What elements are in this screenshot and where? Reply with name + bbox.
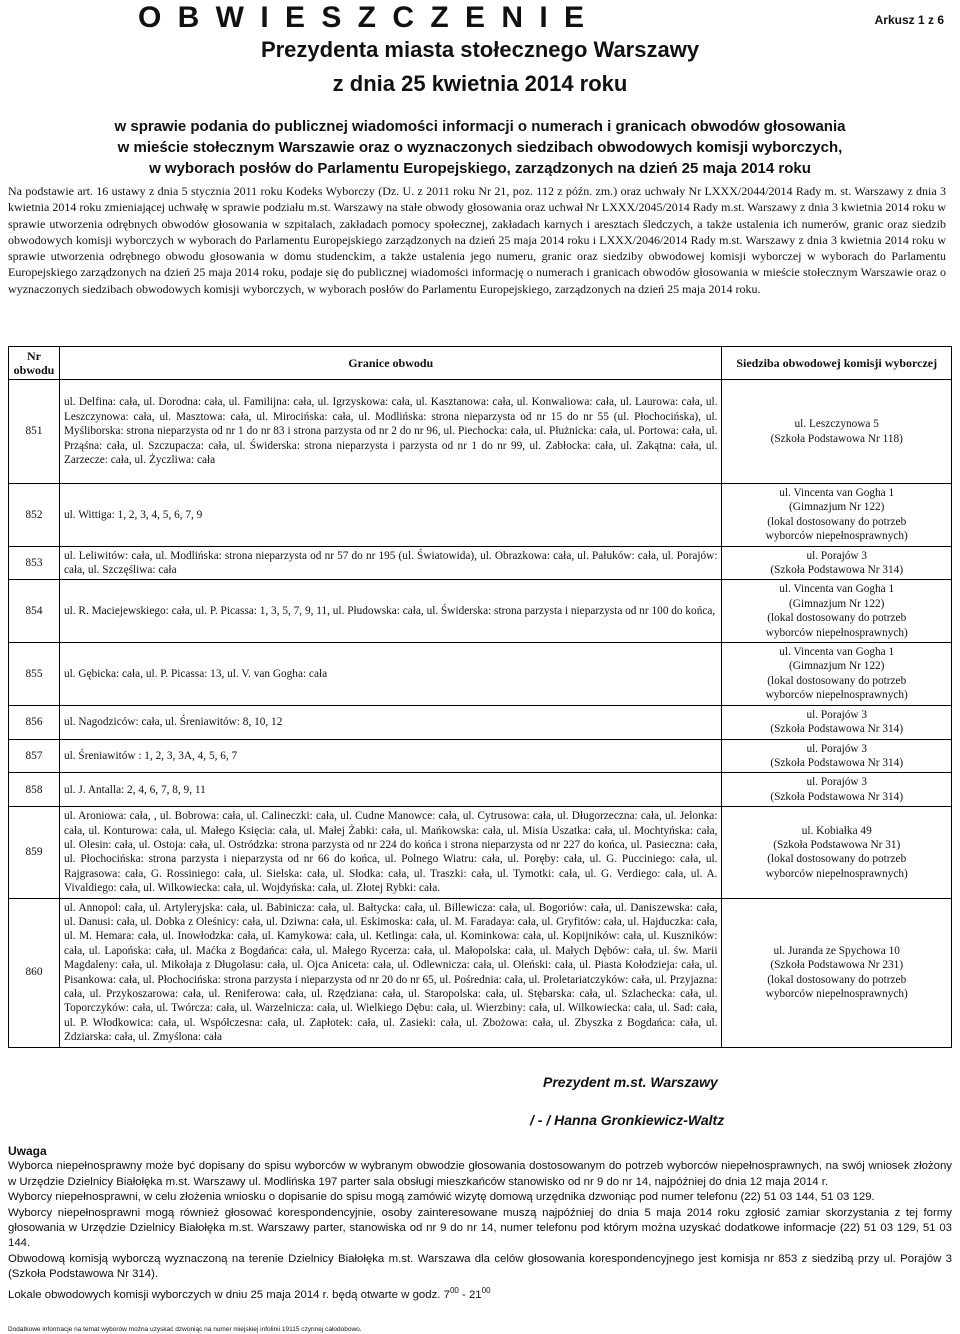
header-seat: Siedziba obwodowej komisji wyborczej bbox=[722, 347, 952, 380]
note-paragraph-4: Obwodową komisją wyborczą wyznaczoną na terenie Dzielnicy Białołęka m.st. Warszawa dla celów głosowania korespondencyjnego jest komisja nr 853 z siedzibą przy ul. Porajów 3 (Szkoła Podstawowa Nr 314). bbox=[8, 1252, 952, 1281]
header-number: Nr obwodu bbox=[9, 347, 60, 380]
note-paragraph-3: Wyborcy niepełnosprawni mogą również głosować korespondencyjnie, osoby zainteresowane muszą najpóźniej do dnia 5 maja 2014 roku zgłosić zamiar skorzystania z tej formy głosowania w Urzędzie Dzielnicy Białołęka m.st. Warszawy parter, stanowiska od nr 9 do nr 14, numer telefonu pod którym można uzyskać dodatkowe informacje (22) 51 03 129, 51 03 144. bbox=[8, 1206, 952, 1250]
table-row bbox=[9, 484, 952, 547]
district-bounds: ul. Gębicka: cała, ul. P. Picassa: 13, ul. V. van Gogha: cała bbox=[59, 643, 721, 706]
district-seat: ul. Vincenta van Gogha 1 (Gimnazjum Nr 122) (lokal dostosowany do potrzeb wyborców niepełnosprawnych) bbox=[722, 643, 952, 706]
table-row bbox=[9, 807, 952, 898]
table-row bbox=[9, 546, 952, 580]
table-row bbox=[9, 773, 952, 807]
district-number: 854 bbox=[9, 580, 60, 643]
table-row bbox=[9, 898, 952, 1047]
footnote: Dodatkowe informacje na temat wyborów można uzyskać dzwoniąc na numer miejskiej infolinii 19115 czynnej całodobowo. bbox=[8, 1326, 362, 1333]
table-row bbox=[9, 580, 952, 643]
table-row bbox=[9, 643, 952, 706]
district-bounds: ul. Nagodziców: cała, ul. Śreniawitów: 8, 10, 12 bbox=[59, 705, 721, 739]
district-number: 858 bbox=[9, 773, 60, 807]
notes-heading: Uwaga bbox=[8, 1144, 47, 1158]
opening-hours: Lokale obwodowych komisji wyborczych w dniu 25 maja 2014 r. będą otwarte w godz. $7^{00} - 21^{00}$ bbox=[8, 1285, 491, 1301]
district-seat: ul. Porajów 3 (Szkoła Podstawowa Nr 314) bbox=[722, 705, 952, 739]
district-seat: ul. Vincenta van Gogha 1 (Gimnazjum Nr 122) (lokal dostosowany do potrzeb wyborców niepełnosprawnych) bbox=[722, 580, 952, 643]
notes-section bbox=[8, 1144, 952, 1303]
district-bounds: ul. J. Antalla: 2, 4, 6, 7, 8, 9, 11 bbox=[59, 773, 721, 807]
district-seat: ul. Porajów 3 (Szkoła Podstawowa Nr 314) bbox=[722, 546, 952, 580]
district-bounds: ul. R. Maciejewskiego: cała, ul. P. Picassa: 1, 3, 5, 7, 9, 11, ul. Płudowska: cała, ul. Świderska: strona parzysta i nieparzysta od nr 100 do końca, bbox=[59, 580, 721, 643]
table-row bbox=[9, 705, 952, 739]
legal-basis-paragraph: Na podstawie art. 16 ustawy z dnia 5 stycznia 2011 roku Kodeks Wyborczy (Dz. U. z 2011 roku Nr 21, poz. 112 z późn. zm.) oraz uchwały Nr LXXX/2044/2014 Rady m. st. Warszawy z dnia 3 kwietnia 2014 roku zmieniającej uchwałę w sprawie podziału m.st. Warszawy na stałe obwody głosowania oraz uchwał Nr LXXX/2045/2014 Rady m.st. Warszawy z dnia 3 kwietnia 2014 roku w sprawie utworzenia odrębnych obwodów głosowania w szpitalach, zakładach pomocy społecznej, zakładach karnych i aresztach śledczych, a także ustalenia ich numerów, granic oraz siedzib obwodowych komisji wyborczych w wyborach do Parlamentu Europejskiego zarządzonych na dzień 25 maja 2014 roku i LXXX/2046/2014 Rady m.st. Warszawy z dnia 3 kwietnia 2014 roku w sprawie utworzenia odrębnego obwodu głosowania w domu studenckim, a także ustalenia jego numeru, granic oraz siedziby obwodowej komisji wyborczej w wyborach do Parlamentu Europejskiego zarządzonych na dzień 25 maja 2014 roku, podaje się do publicznej wiadomości informację o numerach i granicach obwodów głosowania w mieście stołecznym Warszawie oraz o wyznaczonych siedzibach obwodowych komisji wyborczych, w wyborach posłów do Parlamentu Europejskiego, zarządzonych na dzień 25 maja 2014 roku. bbox=[8, 184, 946, 296]
district-bounds: ul. Śreniawitów : 1, 2, 3, 3A, 4, 5, 6, 7 bbox=[59, 739, 721, 773]
district-seat: ul. Kobiałka 49 (Szkoła Podstawowa Nr 31) (lokal dostosowany do potrzeb wyborców niepełnosprawnych) bbox=[722, 807, 952, 898]
issuer-line: Prezydenta miasta stołecznego Warszawy bbox=[260, 37, 700, 62]
district-bounds: ul. Leliwitów: cała, ul. Modlińska: strona nieparzysta od nr 57 do nr 195 (ul. Światowida), ul. Obrazkowa: cała, ul. Pałuków: cała, ul. Porajów: cała, ul. Szczęśliwa: cała bbox=[59, 546, 721, 580]
subject-heading bbox=[0, 116, 960, 179]
subject-line-1: w sprawie podania do publicznej wiadomości informacji o numerach i granicach obwodów głosowania bbox=[114, 118, 846, 135]
district-number: 852 bbox=[9, 484, 60, 547]
district-number: 853 bbox=[9, 546, 60, 580]
district-number: 860 bbox=[9, 898, 60, 1047]
district-number: 856 bbox=[9, 705, 60, 739]
district-seat: ul. Porajów 3 (Szkoła Podstawowa Nr 314) bbox=[722, 773, 952, 807]
district-bounds: ul. Wittiga: 1, 2, 3, 4, 5, 6, 7, 9 bbox=[59, 484, 721, 547]
district-number: 855 bbox=[9, 643, 60, 706]
district-bounds: ul. Annopol: cała, ul. Artyleryjska: cała, ul. Babinicza: cała, ul. Bałtycka: cała, ul. Billewicza: cała, ul. Bogoriów: cała, ul. Daniszewska: cała, ul. Danusi: cała, ul. Dobka z Oleśnicy: cała, ul. Dziwna: cała, ul. Eskimoska: cała, ul. M. Faradaya: cała, ul. Gryfitów: cała, ul. Hajduczka: cała, ul. M. Hemara: cała, ul. Inowłodzka: cała, ul. Kamykowa: cała, ul. Ketlinga: cała, ul. Kominkowa: cała, ul. Kopijników: cała, ul. Kuszników: cała, ul. Lapońska: cała, ul. Maćka z Bogdańca: cała, ul. Małego Rycerza: cała, ul. Małopolska: cała, ul. Małych Dębów: cała, ul. św. Marii Magdaleny: cała, ul. Mikołaja z Długolasu: cała, ul. Ojca Aniceta: cała, ul. Odlewnicza: cała, ul. Oleński: cała, ul. Piasta Kołodzieja: cała, ul. Pisankowa: cała, ul. Płochocińska: strona parzysta i nieparzysta od nr 20 do nr 65, ul. Pośrednia: cała, ul. Proletariatczyków: cała, ul. Przyjazna: cała, ul. Przykoszarowa: cała, ul. Reniferowa: cała, ul. Rzędziana: cała, ul. Staropolska: cała, ul. Stębarska: cała, ul. Szlachecka: cała, ul. Toporczyków: cała, ul. Twórcza: cała, ul. Warzelnicza: cała, ul. Wielkiego Dębu: cała, ul. Wierzbiny: cała, ul. Wilkowiecka: cała, ul. Sad: cała, ul. P. Włodkowica: cała, ul. Współczesna: cała, ul. Zapłotek: cała, ul. Zasieki: cała, ul. Zbożowa: cała, ul. Zbyszka z Bogdańca: cała, ul. Zdziarska: cała, ul. Zmyślona: cała bbox=[59, 898, 721, 1047]
districts-table bbox=[8, 346, 952, 1048]
signatory-role: Prezydent m.st. Warszawy bbox=[543, 1074, 718, 1090]
district-seat: ul. Juranda ze Spychowa 10 (Szkoła Podstawowa Nr 231) (lokal dostosowany do potrzeb wyborców niepełnosprawnych) bbox=[722, 898, 952, 1047]
district-bounds: ul. Aroniowa: cała, , ul. Bobrowa: cała, ul. Calineczki: cała, ul. Cudne Manowce: cała, ul. Cytrusowa: cała, ul. Długorzeczna: cała, ul. Jelonka: cała, ul. Konturowa: cała, ul. Małego Księcia: cała, ul. Małej Żabki: cała, ul. Mańkowska: cała, ul. Misia Uszatka: cała, ul. Mochtyńska: cała, ul. Olesin: cała, ul. Ostoja: cała, ul. Ostródzka: strona parzysta od nr 224 do końca i strona nieparzysta od nr 227 do końca, ul. Pasieczna: cała, ul. Płochocińska: strona parzysta i nieparzysta od nr 66 do końca, ul. Polnego Wiatru: cała, ul. Poręby: cała, ul. G. Pucciniego: cała, ul. Rajgrasowa: cała, G. Rossiniego: cała, ul. Sielska: cała, ul. Słodka: cała, ul. Traszki: cała, ul. Tymotki: cała, ul. G. Verdiego: cała, ul. A. Vivaldiego: cała, ul. Wilkowiecka: cała, ul. Wojdyńska: cała, ul. Złotej Rybki: cała. bbox=[59, 807, 721, 898]
table-row bbox=[9, 739, 952, 773]
district-number: 851 bbox=[9, 380, 60, 484]
signatory-name: / - / Hanna Gronkiewicz-Waltz bbox=[530, 1112, 725, 1128]
table-row bbox=[9, 380, 952, 484]
table-header-row bbox=[9, 347, 952, 380]
district-bounds: ul. Delfina: cała, ul. Dorodna: cała, ul. Familijna: cała, ul. Igrzyskowa: cała, ul. Kasztanowa: cała, ul. Konwaliowa: cała, ul. Laurowa: cała, ul. Leszczynowa: cała, ul. Masztowa: cała, ul. Mirocińska: cała, ul. Modlińska: strona nieparzysta od nr 15 do nr 55 (ul. Płochocińska), ul. Myśliborska: strona nieparzysta od nr 1 do nr 83 i strona parzysta od nr 2 do nr 96, ul. Piechocka: cała, ul. Płużnicka: cała, ul. Portowa: cała, ul. Prząśna: cała, ul. Szczupacza: cała, ul. Świderska: strona nieparzysta i parzysta od nr 1 do nr 99, ul. Zabłocka: cała, ul. Zakątna: cała, ul. Zarzecze: cała, ul. Życzliwa: cała bbox=[59, 380, 721, 484]
district-seat: ul. Vincenta van Gogha 1 (Gimnazjum Nr 122) (lokal dostosowany do potrzeb wyborców niepełnosprawnych) bbox=[722, 484, 952, 547]
district-seat: ul. Leszczynowa 5 (Szkoła Podstawowa Nr 118) bbox=[722, 380, 952, 484]
district-number: 859 bbox=[9, 807, 60, 898]
subject-line-2: w mieście stołecznym Warszawie oraz o wyznaczonych siedzibach obwodowych komisji wyborczych, bbox=[117, 139, 843, 156]
subject-line-3: w wyborach posłów do Parlamentu Europejskiego, zarządzonych na dzień 25 maja 2014 roku bbox=[149, 160, 811, 177]
date-line: z dnia 25 kwietnia 2014 roku bbox=[332, 71, 628, 96]
note-paragraph-1: Wyborca niepełnosprawny może być dopisany do spisu wyborców w wybranym obwodzie głosowania dostosowanym do potrzeb wyborców niepełnosprawnych, na swój wniosek złożony w Urzędzie Dzielnicy Białołęka m.st. Warszawy ul. Modlińska 197 parter sala obsługi mieszkańców stanowisko od nr 9 do nr 14, najpóźniej do dnia 12 maja 2014 r. bbox=[8, 1160, 952, 1188]
note-paragraph-2: Wyborcy niepełnosprawni, w celu złożenia wniosku o dopisanie do spisu mogą zamówić wizytę domową urzędnika dzwoniąc pod numer telefonu (22) 51 03 144, 51 03 129. bbox=[8, 1191, 875, 1204]
district-number: 857 bbox=[9, 739, 60, 773]
document-title: O B W I E S Z C Z E N I E bbox=[138, 1, 589, 34]
header-bounds: Granice obwodu bbox=[59, 347, 721, 380]
district-seat: ul. Porajów 3 (Szkoła Podstawowa Nr 314) bbox=[722, 739, 952, 773]
sheet-number: Arkusz 1 z 6 bbox=[874, 13, 944, 27]
